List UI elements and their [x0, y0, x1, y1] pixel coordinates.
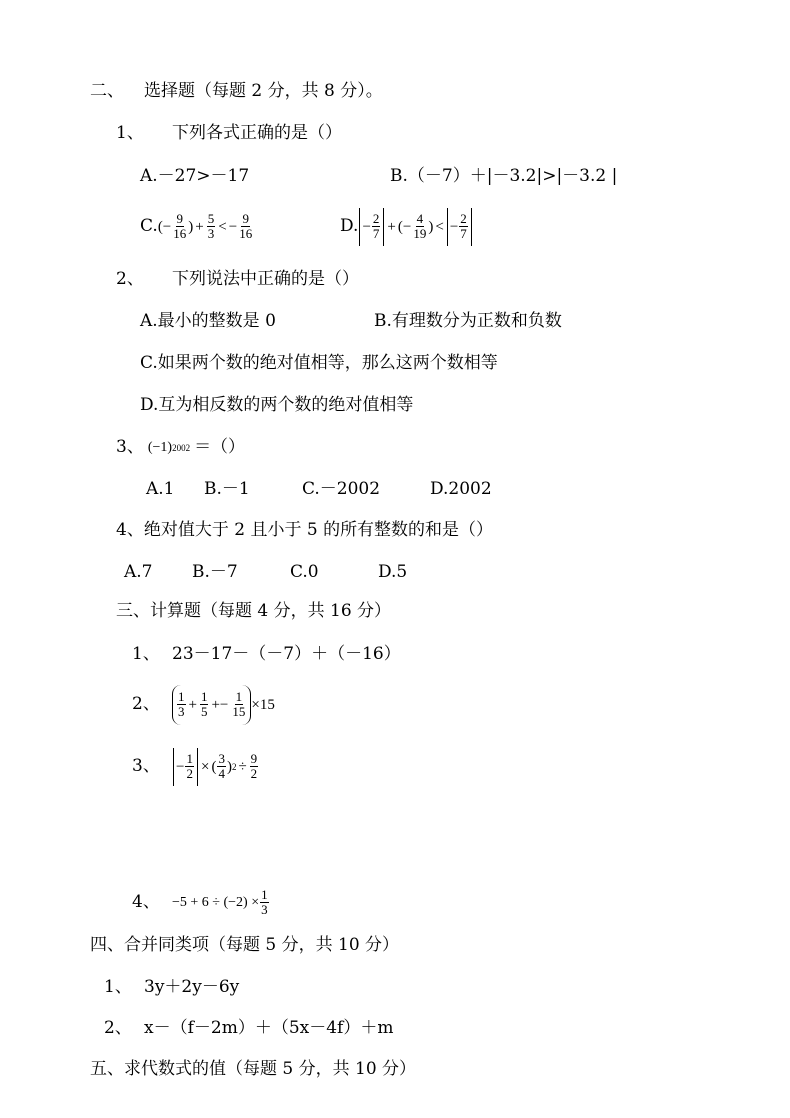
section-number: 二、 — [90, 81, 124, 101]
q3-power: (−1) 2002 — [147, 439, 191, 455]
q2-option-d: D.互为相反数的两个数的绝对值相等 — [140, 395, 414, 415]
q4-option-d: D.5 — [378, 562, 408, 582]
section-4-heading: 四、合并同类项（每题 5 分，共 10 分） — [90, 935, 400, 955]
q1-d-expression: − $\frac{2}{7}$ + (− $\frac{4}{19}$ ) < − $\frac{2}{7}$ — [358, 207, 472, 247]
s3-p3-expression: − $\frac{1}{2}$ × ( $\frac{3}{4}$ ) 2 ÷ $\frac{9}{2}$ — [172, 745, 259, 789]
s3-p2-expression: $\frac{1}{3}$ + $\frac{1}{5}$ +− $\frac{1}{15}$ ×15 — [172, 683, 275, 727]
q2-option-b: B.有理数分为正数和负数 — [374, 311, 562, 331]
s3-problem-4: 4、 −5 + 6 ÷ (−2) × $\frac{1}{3}$ — [132, 880, 270, 925]
q2-stem: 2、 下列说法中正确的是（） — [116, 269, 359, 289]
s3-p4-expression: −5 + 6 ÷ (−2) × $\frac{1}{3}$ — [172, 887, 268, 917]
s4-problem-1: 1、 3y＋2y－6y — [104, 977, 240, 997]
q3-option-a: A.1 — [146, 479, 175, 499]
q1-option-b: B.（－7）＋|－3.2|>|－3.2 | — [390, 166, 618, 186]
q2-option-a: A.最小的整数是 0 — [140, 311, 276, 331]
q3-option-c: C.－2002 — [302, 479, 381, 499]
q3-options — [146, 478, 492, 500]
q1-option-d: D. − $\frac{2}{7}$ + (− $\frac{4}{19}$ ) < − $\frac{2}{7}$ — [340, 206, 473, 247]
q1-option-a: A.－27>－17 — [140, 166, 250, 186]
section-2-heading — [90, 80, 383, 102]
s3-problem-2: 2、 $\frac{1}{3}$ + $\frac{1}{5}$ +− $\frac{1}{15}$ ×15 — [132, 682, 275, 727]
q4-options — [124, 561, 407, 583]
q1-c-expression: (− $\frac{9}{16}$ ) + $\frac{5}{3}$ < − $\frac{9}{16}$ — [157, 211, 253, 241]
q3-stem: 3、 (−1) 2002 ＝（） — [116, 437, 246, 457]
q4-option-b: B.－7 — [192, 562, 238, 582]
q4-option-a: A.7 — [124, 562, 153, 582]
q2-option-c: C.如果两个数的绝对值相等，那么这两个数相等 — [140, 353, 498, 373]
s3-problem-3: 3、 − $\frac{1}{2}$ × ( $\frac{3}{4}$ ) 2 ÷ $\frac{9}{2}$ — [132, 744, 259, 789]
q3-option-d: D.2002 — [430, 479, 492, 499]
q3-option-b: B.－1 — [204, 479, 250, 499]
q4-stem: 4、绝对值大于 2 且小于 5 的所有整数的和是（） — [116, 520, 494, 540]
q1-option-c: C. (− $\frac{9}{16}$ ) + $\frac{5}{3}$ < − $\frac{9}{16}$ — [140, 206, 254, 247]
q1-stem: 1、 下列各式正确的是（） — [116, 123, 342, 143]
section-title: 选择题（每题 2 分，共 8 分）。 — [144, 81, 383, 101]
section-3-heading: 三、计算题（每题 4 分，共 16 分） — [116, 601, 392, 621]
section-5-heading: 五、求代数式的值（每题 5 分，共 10 分） — [90, 1059, 417, 1079]
s4-problem-2: 2、 x－（f－2m）＋（5x－4f）＋m — [104, 1018, 394, 1038]
s3-problem-1: 1、 23－17－（－7）＋（－16） — [132, 644, 401, 664]
q4-option-c: C.0 — [290, 562, 319, 582]
